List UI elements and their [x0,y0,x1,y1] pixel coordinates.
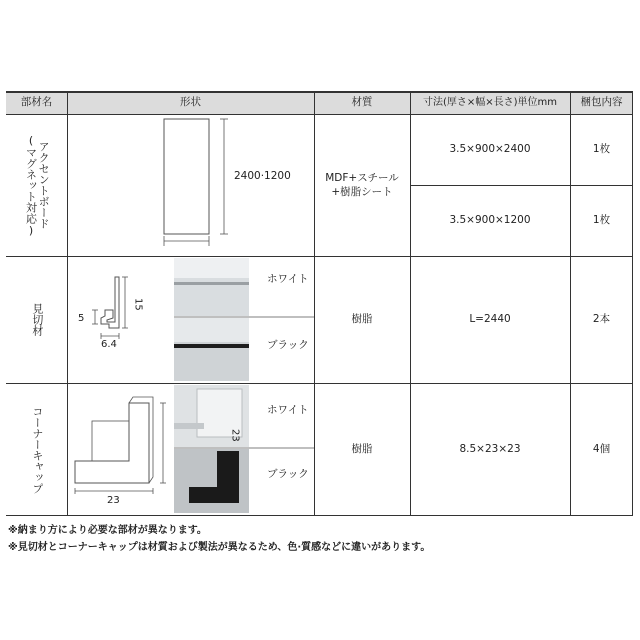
row3-material: 樹脂 [351,443,373,456]
row1-name-sub: (マグネット対応) [24,133,38,237]
board-diagram [67,114,314,256]
col-divider-3 [410,91,411,516]
header-material: 材質 [314,91,410,114]
footnote-2: ※見切材とコーナーキャップは材質および製法が異なるため、色·質感などに違いがあります。 [8,542,431,553]
header-package: 梱包内容 [570,91,633,114]
header-part-name: 部材名 [6,91,67,114]
trim-black-label: ブラック [267,339,309,351]
cap-width-label: 23 [107,495,120,506]
row2-shape [67,256,314,383]
trim-depth-label: 6.4 [101,339,117,350]
row3-size: 8.5×23×23 [459,443,521,456]
row1-name [6,114,67,256]
row1-package-1: 1枚 [592,143,611,156]
row1-divider [6,256,633,257]
col-divider-1 [67,91,68,516]
row3-package: 4個 [592,443,611,456]
table-border-top [6,91,633,93]
row1-material-line1: MDF+スチール [325,171,399,184]
cap-white-label: ホワイト [267,404,309,416]
trim-lip-label: 5 [78,313,85,324]
header-shape: 形状 [67,91,314,114]
table-border-bottom [6,515,633,516]
header-divider [6,114,633,115]
row2-material: 樹脂 [351,313,373,326]
table-border-right [632,91,633,516]
row2-divider [6,383,633,384]
header-dimensions: 寸法(厚さ×幅×長さ)単位mm [410,91,570,114]
row3-name-text: コーナーキャップ [30,405,44,494]
row3-name [6,383,67,516]
col-divider-2 [314,91,315,516]
row1-name-main: アクセントボード [37,141,51,229]
row1-size-1: 3.5×900×2400 [449,143,531,156]
row1-material-line2: +樹脂シート [331,186,393,198]
trim-height-label: 15 [132,298,144,311]
row3-shape [67,383,314,516]
row1-size-2: 3.5×900×1200 [449,214,531,227]
row2-package: 2本 [592,313,611,326]
footnote-1: ※納まり方により必要な部材が異なります。 [8,525,207,536]
cap-height-label: 23 [229,429,241,442]
row2-name-text: 見切材 [30,303,44,336]
row1-inner-divider [410,185,633,186]
board-height-label: 2400·1200 [234,170,291,182]
parts-table [6,91,633,516]
row2-size: L=2440 [469,313,511,326]
row1-shape [67,114,314,256]
row1-package-2: 1枚 [592,214,611,227]
col-divider-4 [570,91,571,516]
footnotes [8,522,430,556]
row2-name [6,256,67,383]
cap-black-label: ブラック [267,468,309,480]
trim-white-label: ホワイト [267,273,309,285]
row1-material [314,114,410,256]
